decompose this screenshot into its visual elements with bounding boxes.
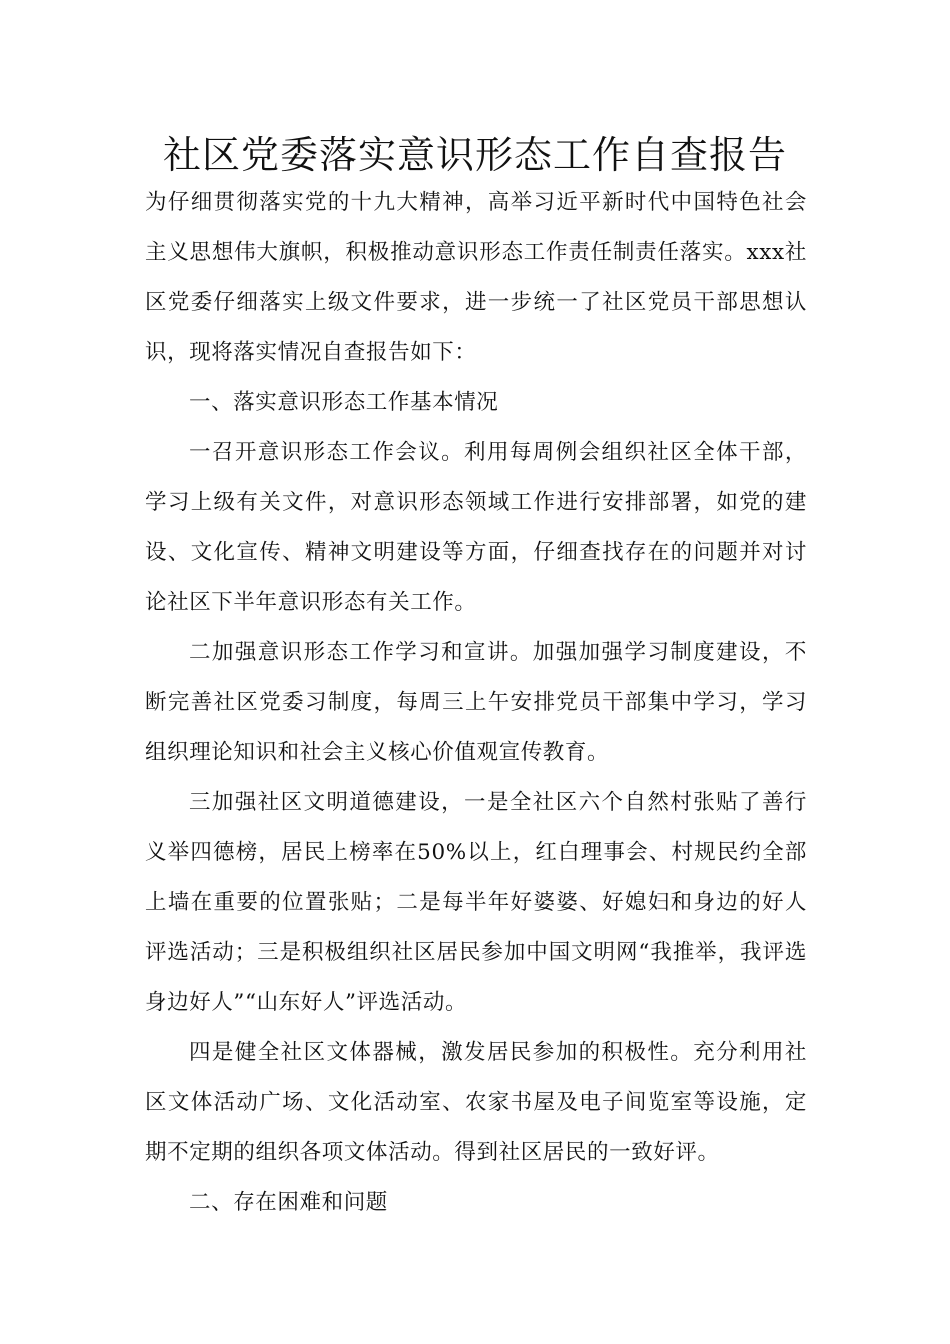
intro-paragraph: 为仔细贯彻落实党的十九大精神，高举习近平新时代中国特色社会主义思想伟大旗帜，积极推动意识形态工作责任制责任落实。xxx社区党委仔细落实上级文件要求，进一步统一了社区党员干部思想认识，现将落实情况自查报告如下： xyxy=(145,190,807,365)
section-heading-2: 二、存在困难和问题 xyxy=(189,1190,388,1215)
body-paragraph-1: 一召开意识形态工作会议。利用每周例会组织社区全体干部，学习上级有关文件，对意识形态领域工作进行安排部署，如党的建设、文化宣传、精神文明建设等方面，仔细查找存在的问题并对讨论社区下半年意识形态有关工作。 xyxy=(145,440,807,615)
document-title: 社区党委落实意识形态工作自查报告 xyxy=(162,133,787,177)
document-body xyxy=(145,178,807,1228)
section-heading-1: 一、落实意识形态工作基本情况 xyxy=(189,390,499,415)
body-paragraph-4: 四是健全社区文体器械，激发居民参加的积极性。充分利用社区文体活动广场、文化活动室、农家书屋及电子间览室等设施，定期不定期的组织各项文体活动。得到社区居民的一致好评。 xyxy=(145,1040,807,1165)
body-paragraph-2: 二加强意识形态工作学习和宣讲。加强加强学习制度建设，不断完善社区党委习制度，每周三上午安排党员干部集中学习，学习组织理论知识和社会主义核心价值观宣传教育。 xyxy=(145,640,807,765)
body-paragraph-3: 三加强社区文明道德建设，一是全社区六个自然村张贴了善行义举四德榜，居民上榜率在50%以上，红白理事会、村规民约全部上墙在重要的位置张贴；二是每半年好婆婆、好媳妇和身边的好人评选活动；三是积极组织社区居民参加中国文明网“我推举，我评选身边好人”“山东好人”评选活动。 xyxy=(145,790,807,1015)
